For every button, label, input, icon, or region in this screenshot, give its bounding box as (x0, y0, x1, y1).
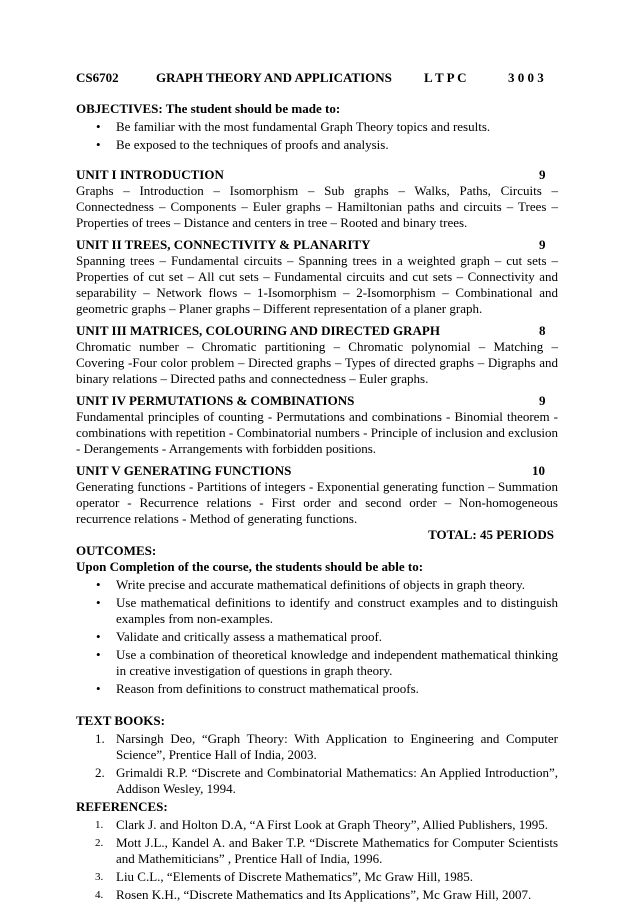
reference-number: 3. (95, 871, 104, 883)
objective-item: • Be familiar with the most fundamental Graph Theory topics and results. (76, 119, 558, 135)
references-list (76, 817, 558, 903)
textbook-number: 1. (95, 731, 105, 746)
reference-number: 4. (95, 889, 104, 901)
unit-3-body: Chromatic number – Chromatic partitioning – Chromatic polynomial – Matching – Covering -Four color problem – Directed graphs – Types of directed graphs – Digraphs and binary relations – Directed paths and connectedness – Euler graphs. (76, 339, 558, 386)
course-header (76, 70, 558, 86)
outcome-item: • Reason from definitions to construct mathematical proofs. (76, 681, 558, 697)
reference-text: Mott J.L., Kandel A. and Baker T.P. “Discrete Mathematics for Computer Scientists and Mathemiticians” , Prentice Hall of India, 1996. (116, 835, 558, 866)
unit-4-hours: 9 (539, 393, 546, 408)
outcome-item: • Use a combination of theoretical knowledge and independent mathematical thinking in creative investigation of questions in graph theory. (76, 647, 558, 679)
page-content (76, 70, 558, 905)
objectives-title: OBJECTIVES: The student should be made to: (76, 101, 341, 116)
outcome-item: • Validate and critically assess a mathematical proof. (76, 629, 558, 645)
outcomes-list (76, 577, 558, 697)
unit-4-heading (76, 393, 558, 409)
ltpc-values: 3 0 0 3 (508, 70, 544, 85)
textbook-item (76, 731, 558, 763)
unit-3-heading (76, 323, 558, 339)
textbooks-title: TEXT BOOKS: (76, 713, 165, 728)
unit-1-heading (76, 167, 558, 183)
ltpc-label: L T P C (424, 70, 467, 85)
textbook-item (76, 765, 558, 797)
textbook-number: 2. (95, 765, 105, 780)
textbook-text: Narsingh Deo, “Graph Theory: With Application to Engineering and Computer Science”, Prentice Hall of India, 2003. (116, 731, 558, 762)
references-title: REFERENCES: (76, 799, 168, 814)
unit-2-title: UNIT II TREES, CONNECTIVITY & PLANARITY (76, 237, 371, 252)
outcome-item: • Use mathematical definitions to identify and construct examples and to distinguish examples from non-examples. (76, 595, 558, 627)
objective-item: • Be exposed to the techniques of proofs and analysis. (76, 137, 558, 153)
unit-5-hours: 10 (532, 463, 545, 478)
total-periods: TOTAL: 45 PERIODS (428, 527, 554, 542)
objectives-list (76, 119, 558, 153)
unit-5-title: UNIT V GENERATING FUNCTIONS (76, 463, 292, 478)
unit-2-hours: 9 (539, 237, 546, 252)
reference-item (76, 817, 558, 833)
reference-number: 2. (95, 837, 104, 849)
reference-item (76, 887, 558, 903)
unit-3-title: UNIT III MATRICES, COLOURING AND DIRECTED GRAPH (76, 323, 440, 338)
unit-4-title: UNIT IV PERMUTATIONS & COMBINATIONS (76, 393, 355, 408)
unit-5-heading (76, 463, 558, 479)
course-title: GRAPH THEORY AND APPLICATIONS (156, 70, 392, 85)
unit-2-heading (76, 237, 558, 253)
unit-5-body: Generating functions - Partitions of integers - Exponential generating function – Summation operator - Recurrence relations - First order and second order – Non-homogeneous recurrence relations - Method of generating functions. (76, 479, 558, 526)
unit-1-hours: 9 (539, 167, 546, 182)
outcome-item: • Write precise and accurate mathematical definitions of objects in graph theory. (76, 577, 558, 593)
unit-3-hours: 8 (539, 323, 546, 338)
course-code: CS6702 (76, 70, 119, 85)
textbook-text: Grimaldi R.P. “Discrete and Combinatorial Mathematics: An Applied Introduction”, Addison Wesley, 1994. (116, 765, 558, 796)
unit-4-body: Fundamental principles of counting - Permutations and combinations - Binomial theorem - combinations with repetition - Combinatorial numbers - Principle of inclusion and exclusion - Derangements - Arrangements with forbidden positions. (76, 409, 558, 456)
reference-number: 1. (95, 819, 104, 831)
reference-text: Clark J. and Holton D.A, “A First Look at Graph Theory”, Allied Publishers, 1995. (116, 817, 548, 832)
reference-item (76, 869, 558, 885)
outcomes-subtitle: Upon Completion of the course, the students should be able to: (76, 559, 424, 574)
unit-1-title: UNIT I INTRODUCTION (76, 167, 224, 182)
unit-2-body: Spanning trees – Fundamental circuits – Spanning trees in a weighted graph – cut sets – Properties of cut set – All cut sets – Fundamental circuits and cut sets – Connectivity and separability – Network flows – 1-Isomorphism – 2-Isomorphism – Combinational and geometric graphs – Planer graphs – Different representation of a planer graph. (76, 253, 558, 316)
reference-item (76, 835, 558, 867)
textbooks-list (76, 731, 558, 797)
unit-1-body: Graphs – Introduction – Isomorphism – Sub graphs – Walks, Paths, Circuits – Connectedness – Components – Euler graphs – Hamiltonian paths and circuits – Trees – Properties of trees – Distance and centers in tree – Rooted and binary trees. (76, 183, 558, 230)
reference-text: Liu C.L., “Elements of Discrete Mathematics”, Mc Graw Hill, 1985. (116, 869, 474, 884)
reference-text: Rosen K.H., “Discrete Mathematics and Its Applications”, Mc Graw Hill, 2007. (116, 887, 532, 902)
outcomes-title: OUTCOMES: (76, 543, 157, 558)
